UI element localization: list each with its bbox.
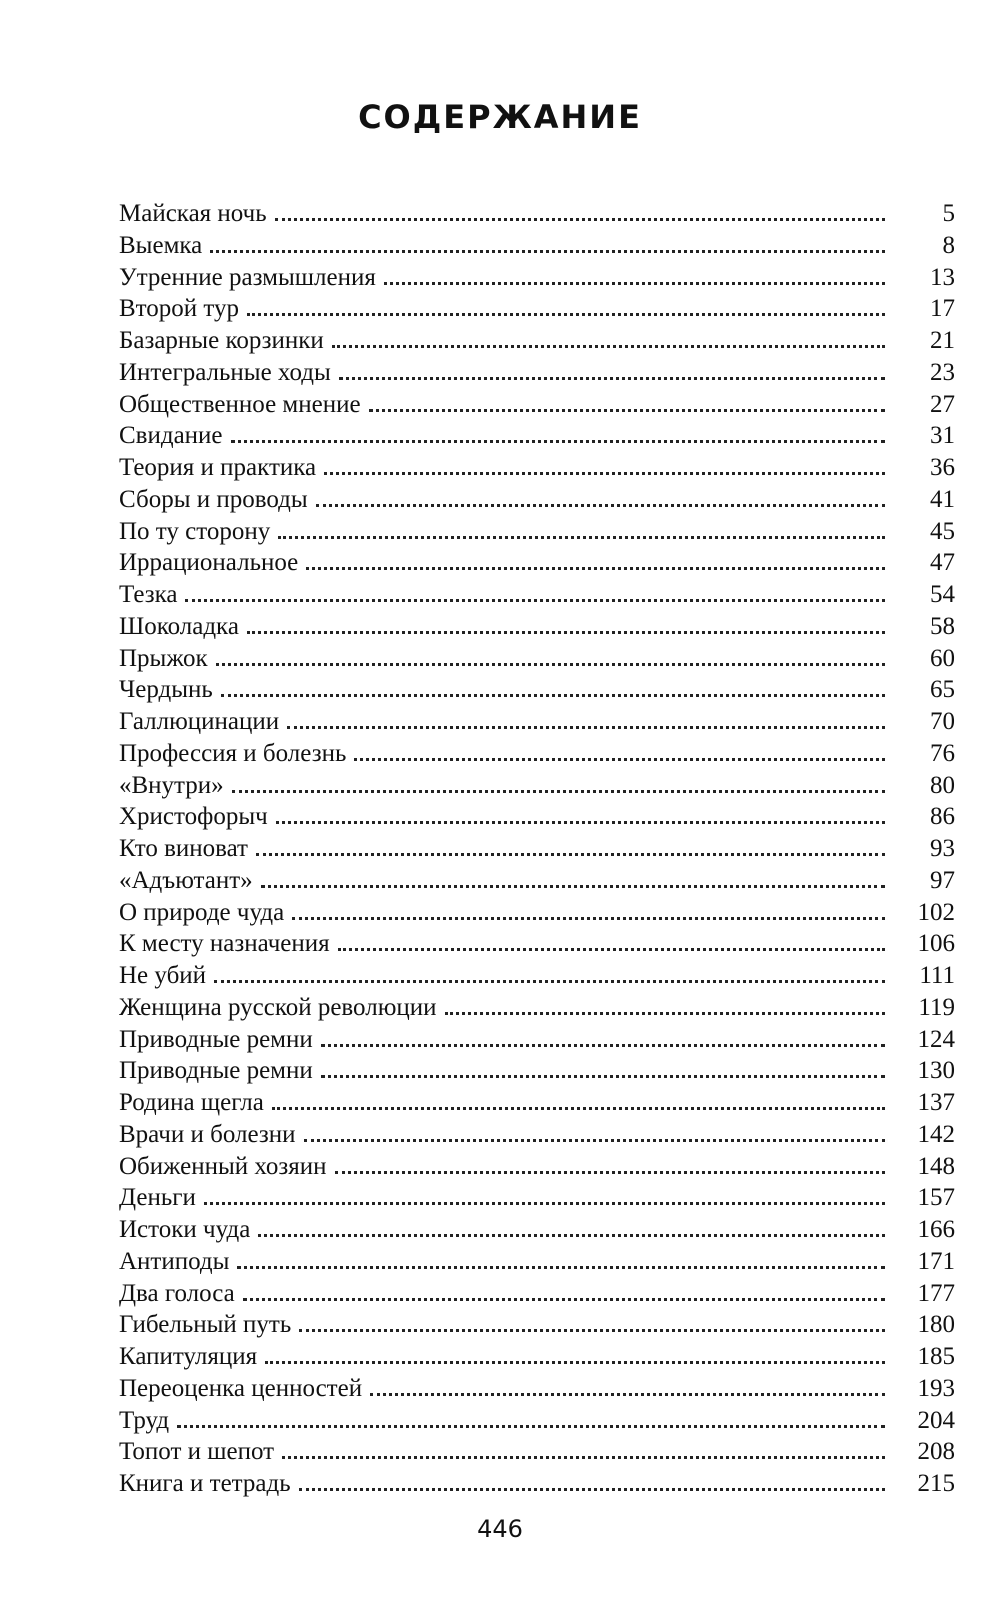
toc-entry: [119, 897, 955, 929]
toc-entry: [119, 1405, 955, 1437]
toc-entry-title: Майская ночь: [119, 200, 267, 227]
dot-leader: [258, 1234, 885, 1237]
toc-entry-page: 41: [930, 485, 955, 513]
toc-entry: [119, 1151, 955, 1183]
toc-entry: [119, 1024, 955, 1056]
toc-entry: [119, 389, 955, 421]
toc-entry: [119, 452, 955, 484]
toc-entry: [119, 1373, 955, 1405]
dot-leader: [278, 536, 885, 539]
dot-leader: [299, 1488, 885, 1491]
toc-entry-title: Общественное мнение: [119, 390, 361, 418]
toc-entry-title: Профессия и болезнь: [119, 739, 347, 767]
toc-entry-page: 80: [930, 771, 955, 799]
toc-entry: [119, 357, 955, 389]
toc-entry-title: К месту назначения: [119, 930, 330, 958]
dot-leader: [276, 821, 885, 824]
toc-entry-page: 13: [930, 263, 955, 291]
toc-entry: [119, 1214, 955, 1246]
toc-entry-page: 86: [930, 803, 955, 831]
toc-entry-title: Приводные ремни: [119, 1057, 313, 1085]
toc-entry: [119, 420, 955, 452]
dot-leader: [324, 472, 885, 475]
toc-entry-page: 60: [930, 644, 955, 672]
toc-entry-title: Галлюцинации: [119, 708, 280, 735]
dot-leader: [299, 1329, 885, 1332]
toc-entry-page: 17: [930, 295, 955, 323]
toc-entry-page: 130: [917, 1057, 955, 1085]
toc-entry-title: О природе чуда: [119, 898, 285, 926]
toc-entry-title: «Адъютант»: [119, 866, 253, 894]
toc-entry-title: Тезка: [119, 581, 178, 608]
toc-entry: [119, 1468, 955, 1500]
toc-entry: [119, 293, 955, 325]
dot-leader: [445, 1012, 885, 1015]
dot-leader: [321, 1075, 885, 1078]
toc-entry-title: Антиподы: [119, 1247, 230, 1275]
toc-entry: [119, 1182, 955, 1214]
toc-entry: [119, 928, 955, 960]
toc-entry: [119, 1087, 955, 1119]
toc-entry-page: 45: [930, 517, 955, 545]
dot-leader: [232, 790, 885, 793]
dot-leader: [384, 282, 885, 285]
toc-entry-title: Базарные корзинки: [119, 327, 324, 354]
toc-entry-title: По ту сторону: [119, 517, 271, 545]
toc-entry: [119, 992, 955, 1024]
toc-entry-page: 208: [917, 1438, 955, 1466]
toc-entry: [119, 1436, 955, 1468]
toc-entry: [119, 865, 955, 897]
dot-leader: [339, 377, 885, 380]
toc-entry-page: 65: [930, 676, 955, 704]
toc-entry: [119, 198, 955, 230]
toc-entry-title: Чердынь: [119, 676, 213, 704]
toc-entry: [119, 325, 955, 357]
toc-entry-title: Переоценка ценностей: [119, 1374, 363, 1402]
toc-title: СОДЕРЖАНИЕ: [358, 98, 642, 136]
toc-entry-page: 142: [917, 1120, 955, 1148]
toc-entry-title: Прыжок: [119, 644, 208, 672]
toc-entry: [119, 1341, 955, 1373]
dot-leader: [216, 663, 885, 666]
dot-leader: [321, 1044, 885, 1047]
toc-entry-title: Свидание: [119, 422, 223, 450]
dot-leader: [237, 1266, 885, 1269]
toc-entry-title: Теория и практика: [119, 454, 317, 481]
toc-entry-page: 5: [942, 200, 955, 227]
toc-entry-title: Два голоса: [119, 1279, 235, 1307]
dot-leader: [210, 250, 885, 253]
toc-entry-title: Выемка: [119, 231, 203, 259]
toc-entry-title: Женщина русской революции: [119, 993, 437, 1021]
toc-entry: [119, 516, 955, 548]
toc-entry-page: 70: [930, 708, 955, 735]
toc-entry-page: 111: [919, 962, 955, 989]
toc-entry-page: 23: [930, 358, 955, 386]
toc-entry: [119, 801, 955, 833]
toc-entry-page: 177: [917, 1279, 955, 1307]
toc-entry-page: 124: [917, 1025, 955, 1053]
toc-entry-page: 76: [930, 739, 955, 767]
toc-entry: [119, 770, 955, 802]
dot-leader: [354, 758, 885, 761]
dot-leader: [204, 1202, 885, 1205]
toc-entry-title: Врачи и болезни: [119, 1120, 296, 1148]
toc-entry: [119, 960, 955, 992]
dot-leader: [221, 694, 885, 697]
dot-leader: [256, 853, 885, 856]
page-number: 446: [477, 1515, 523, 1543]
toc-entry-page: 31: [930, 422, 955, 450]
dot-leader: [261, 885, 885, 888]
toc-entry: [119, 1309, 955, 1341]
toc-entry: [119, 262, 955, 294]
dot-leader: [231, 440, 885, 443]
dot-leader: [370, 1393, 885, 1396]
toc-entry: [119, 1278, 955, 1310]
toc-entry-page: 47: [930, 549, 955, 577]
toc-entry: [119, 738, 955, 770]
toc-entry-title: Не убий: [119, 962, 207, 989]
toc-entry-page: 58: [930, 612, 955, 640]
toc-entry-page: 36: [930, 454, 955, 481]
dot-leader: [369, 409, 885, 412]
toc-entry-title: Обиженный хозяин: [119, 1152, 327, 1180]
toc-entry-title: Интегральные ходы: [119, 358, 331, 386]
toc-entry: [119, 833, 955, 865]
toc-entry-page: 180: [917, 1311, 955, 1339]
toc-entry-title: Приводные ремни: [119, 1025, 313, 1053]
toc-entry: [119, 547, 955, 579]
toc-entry-page: 171: [917, 1247, 955, 1275]
dot-leader: [316, 504, 885, 507]
toc-entry: [119, 1055, 955, 1087]
toc-entry: [119, 230, 955, 262]
toc-entry: [119, 484, 955, 516]
toc-entry-page: 157: [917, 1184, 955, 1212]
toc-entry: [119, 1246, 955, 1278]
toc-entry-page: 204: [917, 1406, 955, 1434]
toc-entry-page: 97: [930, 866, 955, 894]
dot-leader: [177, 1425, 885, 1428]
dot-leader: [332, 345, 885, 348]
toc-entry-title: Топот и шепот: [119, 1438, 275, 1466]
toc-entry-page: 102: [917, 898, 955, 926]
toc-entry: [119, 579, 955, 611]
dot-leader: [292, 917, 885, 920]
dot-leader: [304, 1139, 885, 1142]
toc-entry-title: Второй тур: [119, 295, 239, 323]
toc-entry-title: «Внутри»: [119, 771, 224, 799]
dot-leader: [214, 980, 885, 983]
dot-leader: [338, 948, 885, 951]
toc-entry-title: Истоки чуда: [119, 1216, 251, 1243]
dot-leader: [306, 567, 885, 570]
dot-leader: [287, 726, 885, 729]
toc-entry-title: Утренние размышления: [119, 263, 376, 291]
dot-leader: [247, 313, 885, 316]
toc-entry: [119, 1119, 955, 1151]
dot-leader: [247, 631, 885, 634]
toc-entry-page: 27: [930, 390, 955, 418]
toc-entry-page: 215: [917, 1470, 955, 1497]
toc-entry-title: Иррациональное: [119, 549, 299, 577]
toc-entry-page: 119: [918, 993, 955, 1021]
dot-leader: [335, 1171, 885, 1174]
toc-entry-page: 54: [930, 581, 955, 608]
toc-entry-title: Шоколадка: [119, 612, 239, 640]
toc-entry-title: Труд: [119, 1406, 170, 1434]
toc-entry-page: 8: [942, 231, 955, 259]
toc-entry-page: 137: [917, 1089, 955, 1116]
dot-leader: [265, 1361, 885, 1364]
dot-leader: [185, 599, 885, 602]
toc-entry-page: 106: [917, 930, 955, 958]
toc-entry: [119, 706, 955, 738]
toc-entry: [119, 674, 955, 706]
toc-entry-title: Деньги: [119, 1184, 196, 1212]
toc-entry-title: Сборы и проводы: [119, 485, 308, 513]
dot-leader: [282, 1456, 885, 1459]
dot-leader: [243, 1298, 885, 1301]
toc-entry-title: Христофорыч: [119, 803, 268, 831]
toc-entry-title: Капитуляция: [119, 1343, 258, 1370]
toc-entry-page: 166: [917, 1216, 955, 1243]
toc-entry-page: 193: [917, 1374, 955, 1402]
toc-entry-title: Родина щегла: [119, 1089, 264, 1116]
dot-leader: [275, 218, 885, 221]
toc-entry-page: 21: [930, 327, 955, 354]
toc-list: [119, 198, 955, 1500]
toc-entry: [119, 643, 955, 675]
toc-entry-page: 93: [930, 835, 955, 862]
dot-leader: [272, 1107, 885, 1110]
toc-entry-title: Кто виноват: [119, 835, 248, 862]
toc-entry-title: Гибельный путь: [119, 1311, 292, 1339]
toc-entry-page: 148: [917, 1152, 955, 1180]
toc-entry: [119, 611, 955, 643]
toc-entry-title: Книга и тетрадь: [119, 1470, 291, 1497]
toc-entry-page: 185: [917, 1343, 955, 1370]
